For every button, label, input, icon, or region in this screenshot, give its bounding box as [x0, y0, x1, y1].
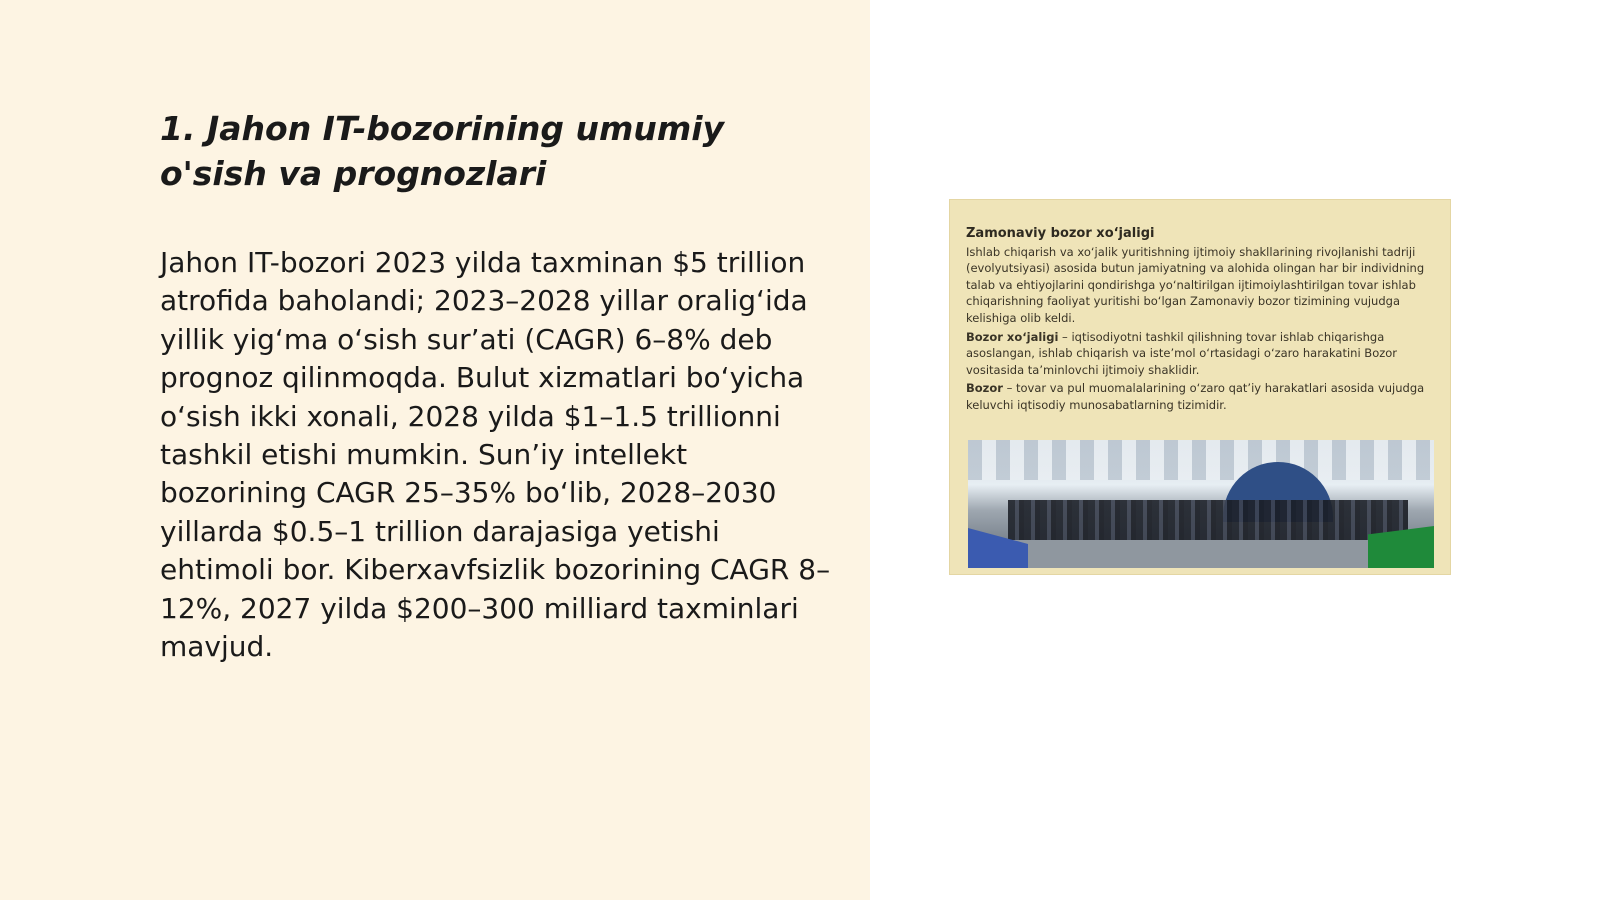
- photo-floor: [968, 540, 1434, 568]
- figure-text-block: [966, 226, 1434, 416]
- figure-paragraph-2: [966, 329, 1434, 379]
- figure-definition-2: – iqtisodiyotni tashkil qilishning tovar ishlab chiqarishga asoslangan, ishlab chiqarish va iste’mol o‘rtasidagi o‘zaro harakatini Bozor vositasida ta’minlovchi ijtimoiy shaklidir.: [966, 329, 1398, 377]
- figure-paragraph-1: Ishlab chiqarish va xo‘jalik yuritishning ijtimoiy shakllarining rivojlanishi tadriji (evolyutsiyasi) asosida butun jamiyatning va alohida olingan har bir individning talab va ehtiyojlarini qondirishga yo‘naltirilgan ijtimoiylashtirilgan tovar ishlab chiqarishning faoliyat yuritishi bo‘lgan Zamonaviy bozor tizimining vujudga kelishiga olib keldi.: [966, 244, 1425, 325]
- figure-term-3: Bozor: [966, 381, 1003, 396]
- exhibition-hall-photo: [968, 440, 1434, 568]
- photo-ceiling: [968, 440, 1434, 480]
- slide-title: 1. Jahon IT-bozorining umumiy o'sish va prognozlari: [160, 109, 725, 193]
- figure-heading: Zamonaviy bozor xo‘jaligi: [966, 226, 1155, 241]
- embedded-textbook-image: [950, 200, 1450, 574]
- figure-paragraph-3: [966, 380, 1434, 413]
- figure-definition-3: – tovar va pul muomalalarining o‘zaro qat’iy harakatlari asosida vujudga keluvchi iqtisodiy munosabatlarning tizimidir.: [966, 381, 1425, 412]
- figure-term-2: Bozor xo‘jaligi: [966, 329, 1059, 344]
- slide-body-text: Jahon IT-bozori 2023 yilda taxminan $5 trillion atrofida baholandi; 2023–2028 yillar oralig‘ida yillik yig‘ma o‘sish sur’ati (CAGR) 6–8% deb prognoz qilinmoqda. Bulut xizmatlari bo‘yicha o‘sish ikki xonali, 2028 yilda $1–1.5 trillionni tashkil etishi mumkin. Sun’iy intellekt bozorining CAGR 25–35% bo‘lib, 2028–2030 yillarda $0.5–1 trillion darajasiga yetishi ehtimoli bor. Kiberxavfsizlik bozorining CAGR 8–12%, 2027 yilda $200–300 milliard taxminlari mavjud.: [160, 246, 831, 664]
